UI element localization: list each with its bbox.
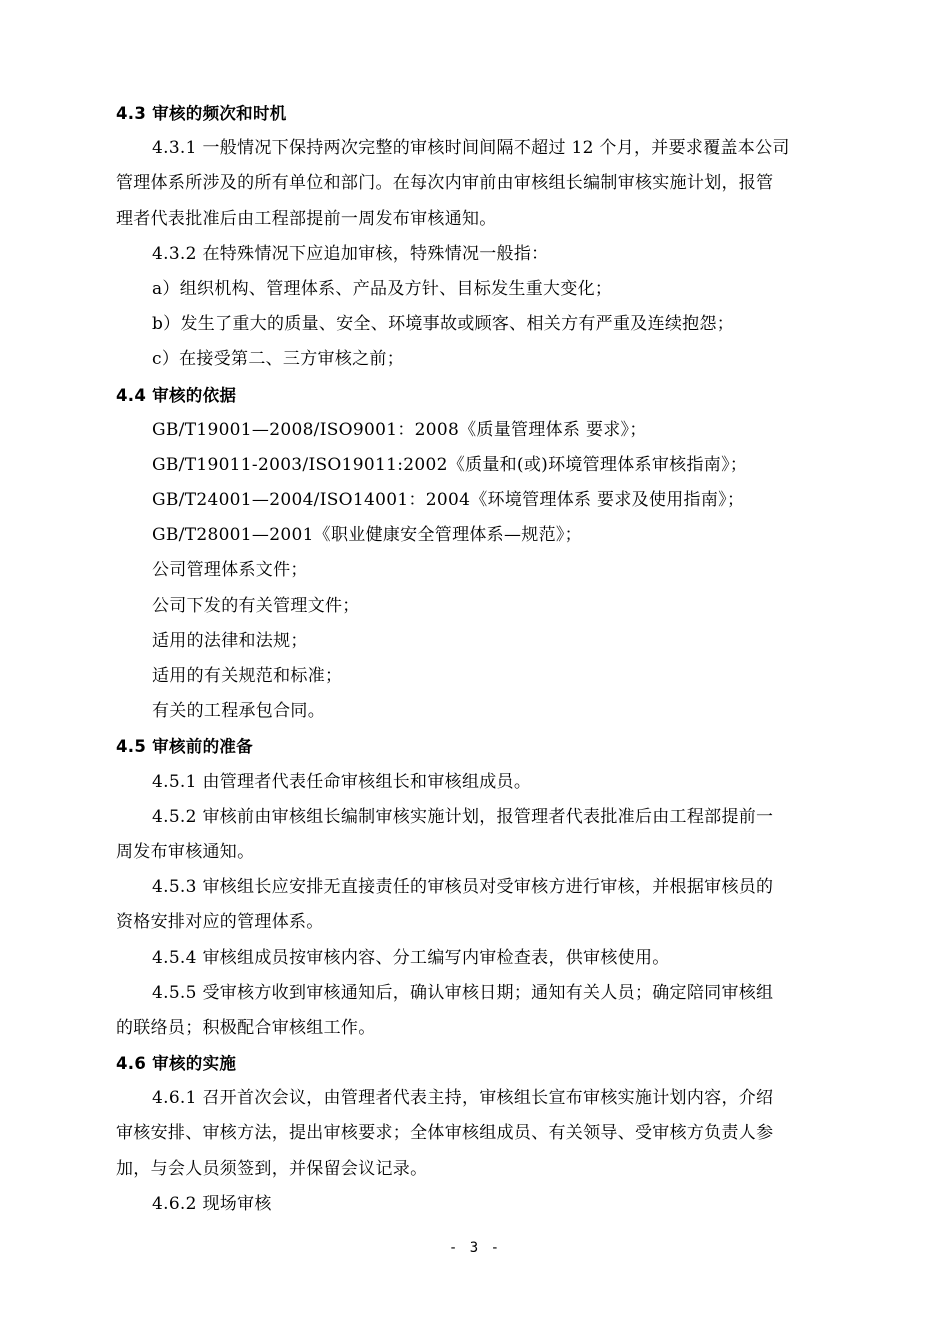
paragraph-line: 加，与会人员须签到，并保留会议记录。 [116, 1158, 428, 1179]
section-heading: 4.5 审核前的准备 [116, 737, 253, 757]
paragraph-line: 资格安排对应的管理体系。 [116, 912, 324, 933]
section-heading: 4.3 审核的频次和时机 [116, 104, 287, 123]
document-body [0, 96, 950, 1222]
paragraph-line: 适用的有关规范和标准； [152, 666, 343, 686]
paragraph-line: 管理体系所涉及的所有单位和部门。在每次内审前由审核组长编制审核实施计划，报管 [116, 173, 774, 194]
paragraph-line: 适用的法律和法规； [152, 630, 308, 651]
paragraph-line: GB/T19001—2008/ISO9001：2008《质量管理体系 要求》； [152, 419, 647, 440]
section-heading: 4.6 审核的实施 [116, 1054, 237, 1074]
paragraph-line: a）组织机构、管理体系、产品及方针、目标发生重大变化； [152, 278, 613, 299]
paragraph-line: 4.6.2 现场审核 [152, 1193, 272, 1214]
paragraph-line: 4.5.4 审核组成员按审核内容、分工编写内审检查表，供审核使用。 [152, 947, 670, 968]
paragraph-line: 公司管理体系文件； [152, 560, 308, 581]
paragraph-line: 有关的工程承包合同。 [152, 701, 325, 722]
paragraph-line: 4.5.5 受审核方收到审核通知后，确认审核日期；通知有关人员；确定陪同审核组 [152, 982, 774, 1003]
paragraph-line: 理者代表批准后由工程部提前一周发布审核通知。 [116, 208, 497, 229]
paragraph-line: 审核安排、审核方法，提出审核要求；全体审核组成员、有关领导、受审核方负责人参 [116, 1123, 774, 1144]
paragraph-line: 4.5.1 由管理者代表任命审核组长和审核组成员。 [152, 771, 532, 792]
section-heading: 4.4 审核的依据 [116, 385, 237, 405]
paragraph-line: 的联络员；积极配合审核组工作。 [116, 1017, 376, 1038]
paragraph-line: 4.5.2 审核前由审核组长编制审核实施计划，报管理者代表批准后由工程部提前一 [152, 806, 774, 827]
paragraph-line: 周发布审核通知。 [116, 841, 255, 862]
paragraph-line: b）发生了重大的质量、安全、环境事故或顾客、相关方有严重及连续抱怨； [152, 314, 735, 335]
paragraph-line: 4.3.1 一般情况下保持两次完整的审核时间间隔不超过 12 个月，并要求覆盖本公司 [152, 138, 790, 159]
paragraph-line: GB/T28001—2001《职业健康安全管理体系—规范》； [152, 525, 582, 546]
page-number: - 3 - [448, 1240, 502, 1256]
paragraph-line: 4.5.3 审核组长应安排无直接责任的审核员对受审核方进行审核，并根据审核员的 [152, 877, 774, 898]
paragraph-line: 4.3.2 在特殊情况下应追加审核，特殊情况一般指： [152, 243, 549, 264]
paragraph-line: GB/T19011-2003/ISO19011:2002《质量和(或)环境管理体系审核指南》； [152, 454, 748, 475]
paragraph-line: GB/T24001—2004/ISO14001：2004《环境管理体系 要求及使用指南》； [152, 490, 745, 511]
paragraph-line: 公司下发的有关管理文件； [152, 595, 360, 616]
paragraph-line: c）在接受第二、三方审核之前； [152, 349, 405, 370]
paragraph-line: 4.6.1 召开首次会议，由管理者代表主持，审核组长宣布审核实施计划内容，介绍 [152, 1088, 774, 1109]
